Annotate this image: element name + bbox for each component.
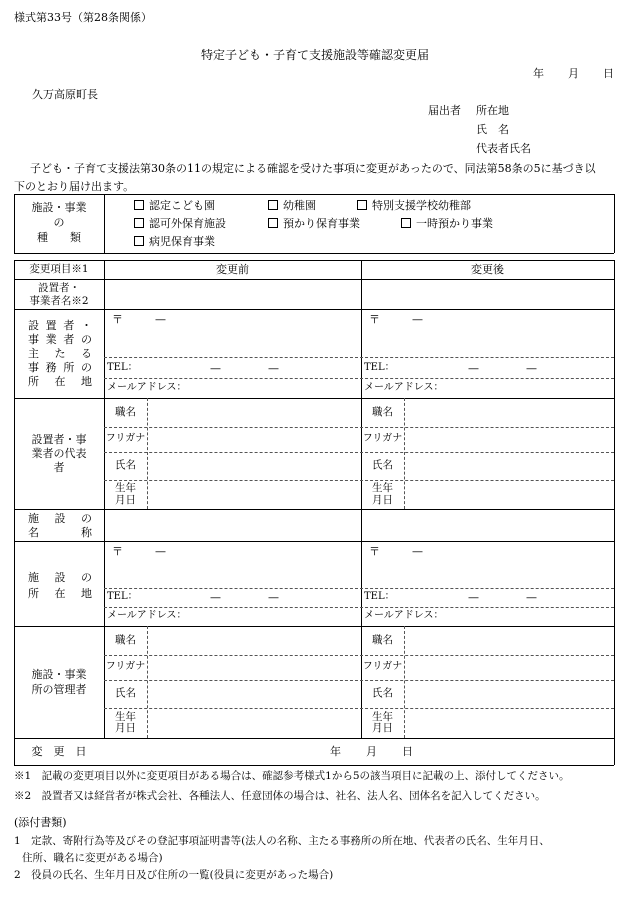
before-facility-tel-label: TEL： bbox=[107, 591, 138, 602]
intro-line-2: 下のとおり届け出ます。 bbox=[14, 180, 135, 193]
date-month: 月 bbox=[568, 67, 579, 80]
checkbox[interactable] bbox=[134, 218, 144, 228]
attachment-1-line-1: 1 定款、寄附行為等及びその登記事項証明書等(法人の名称、主たる事務所の所在地、代表者の氏名、生年月日、 bbox=[14, 835, 550, 847]
checkbox[interactable] bbox=[268, 200, 278, 210]
col-header-after: 変更後 bbox=[471, 262, 504, 276]
after-facility-tel-dash-1: — bbox=[468, 591, 479, 604]
col-header-item: 変更項目※1 bbox=[29, 262, 89, 275]
before-facility-postal-dash: — bbox=[155, 545, 166, 558]
before-rep-position-label: 職名 bbox=[115, 405, 136, 418]
page-title: 特定子ども・子育て支援施設等確認変更届 bbox=[200, 48, 429, 62]
date-day: 日 bbox=[603, 67, 614, 80]
before-rep-furigana-label: フリガナ bbox=[105, 433, 146, 445]
after-office-postal-mark: 〒 bbox=[369, 313, 380, 326]
after-office-tel-dash-1: — bbox=[468, 362, 479, 375]
after-manager-furigana-label: フリガナ bbox=[362, 661, 403, 673]
checkbox[interactable] bbox=[134, 200, 144, 210]
intro-line-1: 子ども・子育て支援法第30条の11の規定による確認を受けた事項に変更があったので、同法第58条の5に基づき以 bbox=[30, 162, 596, 175]
applicant-address-label: 所在地 bbox=[476, 104, 509, 117]
after-office-email-label: メールアドレス： bbox=[364, 382, 444, 393]
option-unlicensed-nursery[interactable]: 認可外保育施設 bbox=[134, 218, 226, 229]
after-facility-postal-dash: — bbox=[412, 545, 423, 558]
applicant-name-label: 氏 名 bbox=[476, 123, 509, 136]
form-number: 様式第33号（第28条関係） bbox=[14, 11, 152, 24]
row-label-representative: 設置者・事 業者の代表 者 bbox=[31, 432, 87, 475]
row-label-facility-name: 施 設 の 名 称 bbox=[28, 512, 92, 539]
col-header-before: 変更前 bbox=[216, 262, 249, 276]
before-facility-postal-mark: 〒 bbox=[112, 545, 123, 558]
after-rep-furigana-label: フリガナ bbox=[362, 433, 403, 445]
checkbox[interactable] bbox=[268, 218, 278, 228]
after-setter-name-field[interactable] bbox=[362, 280, 613, 309]
after-rep-name-label: 氏名 bbox=[372, 459, 393, 472]
before-facility-email-label: メールアドレス： bbox=[107, 610, 187, 621]
after-facility-postal-mark: 〒 bbox=[369, 545, 380, 558]
before-office-postal-mark: 〒 bbox=[112, 313, 123, 326]
checkbox[interactable] bbox=[357, 200, 367, 210]
option-temporary-care[interactable]: 一時預かり事業 bbox=[401, 218, 493, 229]
applicant-label: 届出者 bbox=[428, 104, 461, 117]
after-manager-name-label: 氏名 bbox=[372, 687, 393, 700]
before-office-email-label: メールアドレス： bbox=[107, 382, 187, 393]
before-office-postal-dash: — bbox=[155, 313, 166, 326]
before-facility-tel-dash-2: — bbox=[268, 591, 279, 604]
note-2: ※2 設置者又は経営者が株式会社、各種法人、任意団体の場合は、社名、法人名、団体名を記入してください。 bbox=[14, 790, 546, 802]
attachment-2: 2 役員の氏名、生年月日及び住所の一覧(役員に変更があった場合) bbox=[14, 869, 334, 881]
row-label-change-date: 変 更 日 bbox=[31, 745, 87, 759]
before-office-tel-label: TEL： bbox=[107, 362, 138, 373]
row-label-office-address: 設 置 者 ・ 事 業 者 の 主 た る 事 務 所 の 所 在 地 bbox=[28, 319, 92, 388]
after-rep-dob-label: 生年 月日 bbox=[372, 482, 393, 506]
checkbox[interactable] bbox=[401, 218, 411, 228]
before-office-tel-dash-1: — bbox=[210, 362, 221, 375]
before-rep-name-label: 氏名 bbox=[115, 459, 136, 472]
before-manager-name-label: 氏名 bbox=[115, 687, 136, 700]
before-manager-dob-label: 生年 月日 bbox=[115, 710, 136, 734]
before-manager-position-label: 職名 bbox=[115, 633, 136, 646]
before-setter-name-field[interactable] bbox=[105, 280, 360, 309]
before-rep-dob-label: 生年 月日 bbox=[115, 482, 136, 506]
after-facility-tel-dash-2: — bbox=[526, 591, 537, 604]
before-office-tel-dash-2: — bbox=[268, 362, 279, 375]
after-facility-name-field[interactable] bbox=[362, 510, 613, 541]
after-office-tel-label: TEL： bbox=[364, 362, 395, 373]
change-date-day: 日 bbox=[402, 745, 413, 758]
after-manager-dob-label: 生年 月日 bbox=[372, 710, 393, 734]
date-year: 年 bbox=[533, 67, 544, 80]
after-manager-position-label: 職名 bbox=[372, 633, 393, 646]
row-label-setter-name: 設置者・ 事業者名※2 bbox=[29, 282, 89, 307]
after-facility-tel-label: TEL： bbox=[364, 591, 395, 602]
applicant-representative-label: 代表者氏名 bbox=[476, 142, 531, 155]
after-rep-position-label: 職名 bbox=[372, 405, 393, 418]
option-kindergarten[interactable]: 幼稚園 bbox=[268, 200, 316, 211]
recipient: 久万高原町長 bbox=[32, 88, 98, 101]
before-facility-name-field[interactable] bbox=[105, 510, 360, 541]
attachment-1-line-2: 住所、職名に変更がある場合) bbox=[22, 852, 163, 864]
before-facility-tel-dash-1: — bbox=[210, 591, 221, 604]
before-manager-furigana-label: フリガナ bbox=[105, 661, 146, 673]
change-date-month: 月 bbox=[366, 745, 377, 758]
note-1: ※1 記載の変更項目以外に変更項目がある場合は、確認参考様式1から5の該当項目に記載の上、添付してください。 bbox=[14, 770, 570, 782]
attachments-title: (添付書類) bbox=[14, 816, 67, 829]
option-special-support-kindergarten[interactable]: 特別支援学校幼稚部 bbox=[357, 200, 471, 211]
checkbox[interactable] bbox=[134, 236, 144, 246]
after-facility-email-label: メールアドレス： bbox=[364, 610, 444, 621]
option-extended-care[interactable]: 預かり保育事業 bbox=[268, 218, 360, 229]
after-office-tel-dash-2: — bbox=[526, 362, 537, 375]
row-label-facility-address: 施 設 の 所 在 地 bbox=[28, 571, 92, 600]
option-nintei-kodomoen[interactable]: 認定こども園 bbox=[134, 200, 215, 211]
change-date-year: 年 bbox=[330, 745, 341, 758]
after-office-postal-dash: — bbox=[412, 313, 423, 326]
row-label-manager: 施設・事業 所の管理者 bbox=[31, 667, 87, 696]
facility-type-label: 施設・事業 の 種 類 bbox=[31, 201, 87, 244]
option-sick-child-care[interactable]: 病児保育事業 bbox=[134, 236, 215, 247]
